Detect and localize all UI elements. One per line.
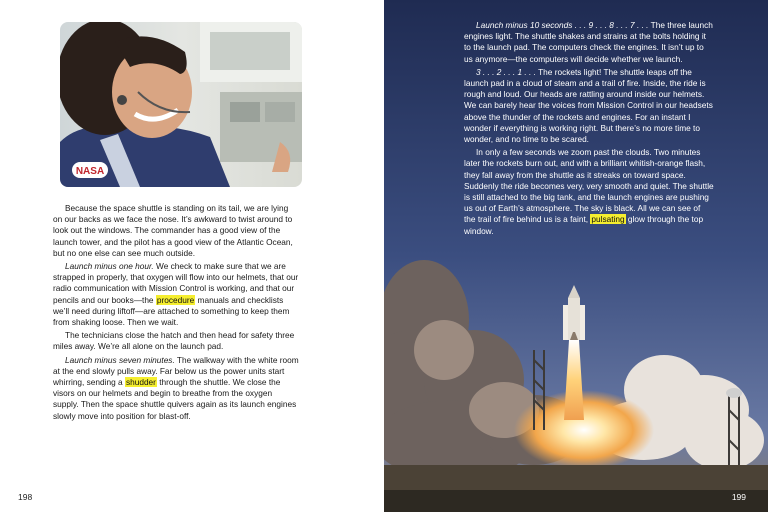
paragraph: Because the space shuttle is standing on its tail, we are lying on our backs as we face the nose. It’s awkward to twist around to look out the windows. The commander has a good view of the launch tower, and the pilot has a good view of the Atlantic Ocean, but no one else can see much outside. <box>53 203 293 258</box>
nasa-patch-text: NASA <box>75 166 105 177</box>
highlighted-word[interactable]: shudder <box>125 377 156 388</box>
astronaut-photo <box>60 22 302 187</box>
page-number: 198 <box>18 492 33 502</box>
highlighted-word[interactable]: procedure <box>156 294 195 305</box>
right-page-text <box>464 20 714 237</box>
paragraph: 3 . . . 2 . . . 1 . . . The rockets light! The shuttle leaps off the launch pad in a cloud of steam and a trail of fire. Inside, the ride is rough and loud. Our heads are rattling around inside our helmets. We can barely hear the voices from Mission Control in our headsets above the thunder of the rockets and engines. For an instant I wonder if everything is working right. But there’s no more time to wonder, and no time to be scared. <box>464 66 713 145</box>
paragraph: The technicians close the hatch and then head for safety three miles away. We’re all alone on the launch pad. <box>53 330 295 352</box>
paragraph: Launch minus 10 seconds . . . 9 . . . 8 . . . 7 . . . The three launch engines light. The shuttle shakes and strains at the bolts holding it to the launch pad. The computers check the engines. It isn’t up to us anymore—the computers will decide whether we launch. <box>464 20 713 64</box>
page-number: 199 <box>731 492 746 502</box>
highlighted-word[interactable]: pulsating <box>591 214 625 225</box>
paragraph: In only a few seconds we zoom past the clouds. Two minutes later the rockets burn out, and with a brilliant whitish-orange flash, they fall away from the shuttle as it streaks on toward space. Suddenly the ride becomes very, very smooth and quiet. The shuttle is still attached to the big tank, and the launch engines are pushing us out of Earth’s atmosphere. The sky is black. All we can see of the trail of fire behind us is a faint, pulsating glow through the top window. <box>464 147 714 236</box>
right-page <box>384 0 768 512</box>
paragraph: Launch minus one hour. We check to make sure that we are strapped in properly, that oxygen will flow into our helmets, that our radio communication with Mission Control is working, and that our pencils and our books—the procedure manuals and checklists we’ll need during liftoff—are attached to something to keep them from shaking loose. Then we wait. <box>53 261 299 328</box>
left-page-text <box>53 203 299 422</box>
paragraph: Launch minus seven minutes. The walkway with the white room at the end slowly pulls away. Far below us the power units start whirring, sending a shudder through the shuttle. We close the visors on our helmets and begin to breathe from the oxygen supply. Then the space shuttle quivers again as its launch engines slowly move into position for blast-off. <box>53 354 299 421</box>
